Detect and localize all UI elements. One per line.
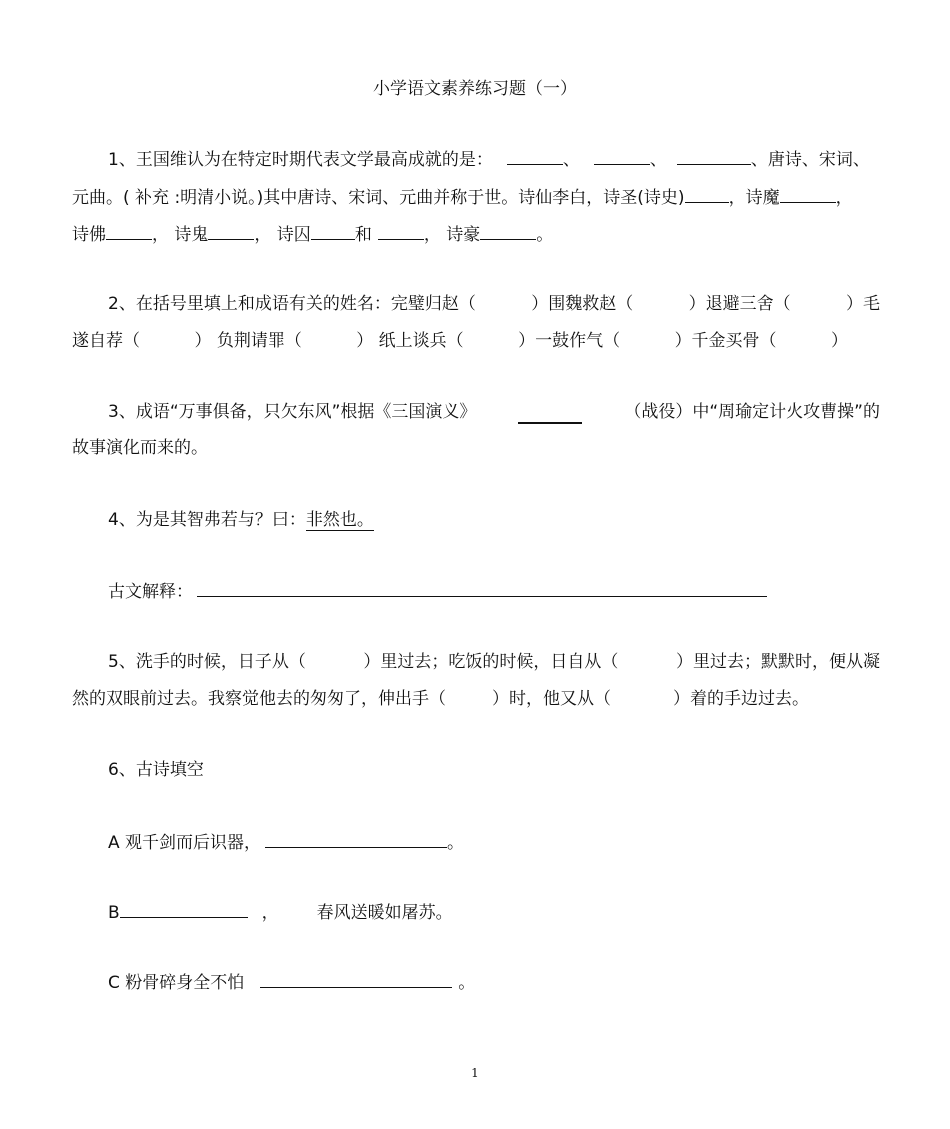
q4-line: 4、为是其智弗若与？曰：非然也。 <box>108 510 374 530</box>
q6-blank-c[interactable] <box>260 969 452 988</box>
q3-blank-battle[interactable] <box>518 400 582 424</box>
q4-underlined-answer: 非然也。 <box>305 510 374 530</box>
q1-blank-2[interactable] <box>594 146 650 165</box>
q1-line-1: 1、王国维认为在特定时期代表文学最高成就的是： 、 、 、唐诗、宋词、 <box>108 146 880 172</box>
q2-line-1: 2、在括号里填上和成语有关的姓名：完璧归赵（ ）围魏救赵（ ）退避三舍（ ）毛 <box>108 294 880 314</box>
q6-item-b: B ， 春风送暖如屠苏。 <box>108 899 880 925</box>
q1-blank-shisheng[interactable] <box>685 184 729 203</box>
q1-blank-shihao[interactable] <box>480 221 536 240</box>
q6-item-c: C 粉骨碎身全不怕 。 <box>108 969 880 995</box>
q5-line-2: 然的双眼前过去。我察觉他去的匆匆了，伸出手（ ）时，他又从（ ）着的手边过去。 <box>72 689 809 709</box>
q1-blank-1[interactable] <box>507 146 563 165</box>
q3-line-1: 3、成语“万事俱备，只欠东风”根据《三国演义》 （战役）中“周瑜定计火攻曹操”的 <box>108 402 880 422</box>
q1-line-2: 元曲。( 补充 :明清小说。)其中唐诗、宋词、元曲并称于世。诗仙李白，诗圣(诗史) ，诗魔 ， <box>72 184 880 210</box>
q1-blank-shiqiu-2[interactable] <box>378 221 424 240</box>
q2-line-2: 遂自荐（ ） 负荆请罪（ ） 纸上谈兵（ ）一鼓作气（ ）千金买骨（ ） <box>72 331 848 351</box>
q1-blank-3[interactable] <box>677 146 751 165</box>
q3-line-2: 故事演化而来的。 <box>72 438 208 458</box>
q6-item-a: A 观千剑而后识器， 。 <box>108 829 880 855</box>
page-number: 1 <box>471 1066 479 1080</box>
q6-heading: 6、古诗填空 <box>108 760 204 780</box>
q1-line-3: 诗佛 ， 诗鬼 ， 诗囚 和 ， 诗豪 。 <box>72 221 880 247</box>
q4-explain-line: 古文解释： <box>108 578 880 604</box>
q1-blank-shifo[interactable] <box>106 221 152 240</box>
q6-blank-b[interactable] <box>120 899 248 918</box>
q4-explain-blank[interactable] <box>197 578 767 597</box>
q1-blank-shigui[interactable] <box>208 221 254 240</box>
q1-blank-shimo[interactable] <box>780 184 836 203</box>
q1-blank-shiqiu-1[interactable] <box>311 221 355 240</box>
q5-line-1: 5、洗手的时候，日子从（ ）里过去；吃饭的时候，日自从（ ）里过去；默默时，便从凝 <box>108 652 880 672</box>
page-title: 小学语文素养练习题（一） <box>373 79 577 99</box>
q6-blank-a[interactable] <box>265 829 447 848</box>
